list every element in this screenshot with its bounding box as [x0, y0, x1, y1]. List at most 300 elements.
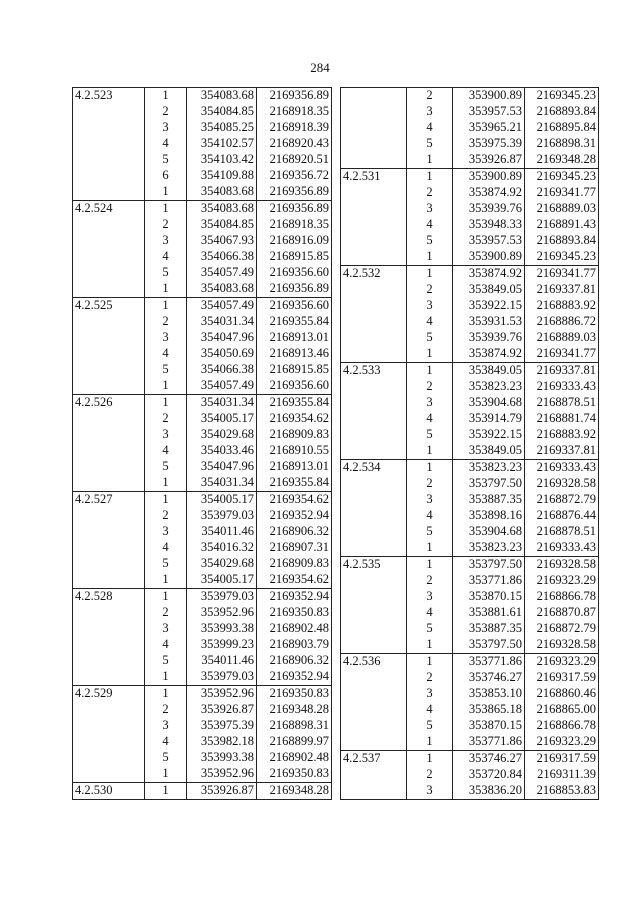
y-coordinate-cell: 2168872.79	[525, 621, 599, 637]
y-coordinate-cell: 2169355.84	[257, 314, 332, 330]
x-coordinate-cell: 353926.87	[453, 152, 525, 169]
x-coordinate-cell: 353887.35	[453, 492, 525, 508]
x-coordinate-cell: 353771.86	[453, 654, 525, 671]
point-number-cell: 4	[145, 249, 187, 265]
parcel-id-cell	[341, 573, 407, 589]
x-coordinate-cell: 354067.93	[187, 233, 257, 249]
y-coordinate-cell: 2168895.84	[525, 120, 599, 136]
table-row	[73, 136, 332, 152]
point-number-cell: 1	[145, 766, 187, 783]
point-number-cell: 5	[407, 524, 453, 540]
point-number-cell: 1	[145, 395, 187, 412]
y-coordinate-cell: 2169345.23	[525, 88, 599, 105]
parcel-id-cell	[73, 184, 145, 201]
point-number-cell: 3	[145, 427, 187, 443]
x-coordinate-cell: 353939.76	[453, 330, 525, 346]
parcel-id-cell	[341, 637, 407, 654]
coordinates-table-body	[73, 88, 332, 800]
x-coordinate-cell: 354057.49	[187, 298, 257, 315]
table-row	[73, 492, 332, 509]
y-coordinate-cell: 2168918.39	[257, 120, 332, 136]
point-number-cell: 1	[145, 88, 187, 105]
y-coordinate-cell: 2169333.43	[525, 460, 599, 477]
y-coordinate-cell: 2169352.94	[257, 669, 332, 686]
table-row	[73, 621, 332, 637]
point-number-cell: 2	[145, 411, 187, 427]
parcel-id-cell	[73, 104, 145, 120]
parcel-id-cell	[73, 120, 145, 136]
y-coordinate-cell: 2169352.94	[257, 508, 332, 524]
y-coordinate-cell: 2168883.92	[525, 298, 599, 314]
x-coordinate-cell: 353898.16	[453, 508, 525, 524]
x-coordinate-cell: 353999.23	[187, 637, 257, 653]
y-coordinate-cell: 2168902.48	[257, 750, 332, 766]
table-row	[341, 104, 599, 120]
y-coordinate-cell: 2168913.01	[257, 330, 332, 346]
table-row	[73, 605, 332, 621]
table-row	[341, 460, 599, 477]
y-coordinate-cell: 2168889.03	[525, 201, 599, 217]
parcel-id-cell: 4.2.523	[73, 88, 145, 105]
y-coordinate-cell: 2168883.92	[525, 427, 599, 443]
y-coordinate-cell: 2169337.81	[525, 363, 599, 380]
parcel-id-cell	[341, 718, 407, 734]
point-number-cell: 1	[407, 249, 453, 266]
table-row	[73, 362, 332, 378]
point-number-cell: 1	[145, 281, 187, 298]
parcel-id-cell	[341, 411, 407, 427]
y-coordinate-cell: 2169323.29	[525, 734, 599, 751]
y-coordinate-cell: 2168906.32	[257, 524, 332, 540]
parcel-id-cell	[341, 767, 407, 783]
point-number-cell: 4	[145, 734, 187, 750]
point-number-cell: 3	[407, 492, 453, 508]
x-coordinate-cell: 353904.68	[453, 395, 525, 411]
point-number-cell: 2	[407, 282, 453, 298]
y-coordinate-cell: 2169356.89	[257, 281, 332, 298]
table-row	[341, 120, 599, 136]
x-coordinate-cell: 353870.15	[453, 718, 525, 734]
y-coordinate-cell: 2169345.23	[525, 249, 599, 266]
parcel-id-cell	[341, 217, 407, 233]
parcel-id-cell	[73, 621, 145, 637]
table-row	[73, 168, 332, 184]
table-row	[73, 265, 332, 281]
x-coordinate-cell: 353952.96	[187, 605, 257, 621]
parcel-id-cell	[341, 298, 407, 314]
parcel-id-cell	[341, 120, 407, 136]
x-coordinate-cell: 353979.03	[187, 589, 257, 606]
y-coordinate-cell: 2169323.29	[525, 654, 599, 671]
y-coordinate-cell: 2168893.84	[525, 104, 599, 120]
table-row	[73, 653, 332, 669]
y-coordinate-cell: 2169355.84	[257, 475, 332, 492]
y-coordinate-cell: 2168872.79	[525, 492, 599, 508]
table-row	[73, 459, 332, 475]
table-row	[341, 734, 599, 751]
parcel-id-cell	[73, 362, 145, 378]
table-row	[341, 201, 599, 217]
y-coordinate-cell: 2169333.43	[525, 540, 599, 557]
table-row	[73, 669, 332, 686]
y-coordinate-cell: 2169354.62	[257, 572, 332, 589]
table-row	[73, 120, 332, 136]
x-coordinate-cell: 353993.38	[187, 621, 257, 637]
x-coordinate-cell: 353982.18	[187, 734, 257, 750]
table-row	[341, 411, 599, 427]
x-coordinate-cell: 353849.05	[453, 443, 525, 460]
point-number-cell: 3	[407, 589, 453, 605]
table-row	[341, 443, 599, 460]
point-number-cell: 3	[407, 686, 453, 702]
table-row	[73, 750, 332, 766]
x-coordinate-cell: 353797.50	[453, 476, 525, 492]
x-coordinate-cell: 353965.21	[453, 120, 525, 136]
table-row	[341, 185, 599, 201]
point-number-cell: 1	[407, 266, 453, 283]
parcel-id-cell: 4.2.532	[341, 266, 407, 283]
parcel-id-cell: 4.2.534	[341, 460, 407, 477]
x-coordinate-cell: 353849.05	[453, 282, 525, 298]
table-row	[341, 621, 599, 637]
point-number-cell: 2	[145, 508, 187, 524]
table-row	[341, 395, 599, 411]
parcel-id-cell: 4.2.527	[73, 492, 145, 509]
table-row	[73, 201, 332, 218]
x-coordinate-cell: 353746.27	[453, 751, 525, 768]
table-row	[341, 670, 599, 686]
parcel-id-cell: 4.2.533	[341, 363, 407, 380]
y-coordinate-cell: 2168893.84	[525, 233, 599, 249]
y-coordinate-cell: 2168909.83	[257, 427, 332, 443]
x-coordinate-cell: 354057.49	[187, 265, 257, 281]
x-coordinate-cell: 354066.38	[187, 362, 257, 378]
parcel-id-cell	[341, 88, 407, 105]
table-row	[341, 783, 599, 800]
table-row	[341, 427, 599, 443]
parcel-id-cell	[73, 653, 145, 669]
table-row	[73, 556, 332, 572]
table-row	[341, 266, 599, 283]
y-coordinate-cell: 2168878.51	[525, 524, 599, 540]
y-coordinate-cell: 2169356.60	[257, 265, 332, 281]
x-coordinate-cell: 353952.96	[187, 766, 257, 783]
x-coordinate-cell: 354102.57	[187, 136, 257, 152]
parcel-id-cell: 4.2.535	[341, 557, 407, 574]
parcel-id-cell	[341, 540, 407, 557]
table-row	[341, 346, 599, 363]
table-row	[73, 702, 332, 718]
table-row	[73, 766, 332, 783]
x-coordinate-cell: 354083.68	[187, 281, 257, 298]
table-row	[341, 508, 599, 524]
point-number-cell: 5	[145, 459, 187, 475]
x-coordinate-cell: 354005.17	[187, 492, 257, 509]
parcel-id-cell	[341, 670, 407, 686]
point-number-cell: 4	[145, 637, 187, 653]
point-number-cell: 3	[145, 120, 187, 136]
x-coordinate-cell: 353922.15	[453, 298, 525, 314]
y-coordinate-cell: 2168916.09	[257, 233, 332, 249]
y-coordinate-cell: 2169354.62	[257, 492, 332, 509]
parcel-id-cell: 4.2.537	[341, 751, 407, 768]
point-number-cell: 1	[407, 637, 453, 654]
point-number-cell: 2	[145, 605, 187, 621]
parcel-id-cell	[341, 605, 407, 621]
parcel-id-cell	[341, 136, 407, 152]
table-row	[73, 508, 332, 524]
point-number-cell: 4	[407, 217, 453, 233]
parcel-id-cell	[73, 540, 145, 556]
y-coordinate-cell: 2169323.29	[525, 573, 599, 589]
parcel-id-cell	[341, 686, 407, 702]
y-coordinate-cell: 2169341.77	[525, 185, 599, 201]
x-coordinate-cell: 354029.68	[187, 427, 257, 443]
point-number-cell: 4	[145, 443, 187, 459]
parcel-id-cell	[341, 395, 407, 411]
point-number-cell: 3	[145, 233, 187, 249]
coordinates-table-body	[341, 88, 599, 800]
point-number-cell: 3	[407, 395, 453, 411]
parcel-id-cell	[73, 508, 145, 524]
parcel-id-cell	[73, 281, 145, 298]
point-number-cell: 3	[407, 201, 453, 217]
table-row	[73, 378, 332, 395]
x-coordinate-cell: 353849.05	[453, 363, 525, 380]
parcel-id-cell	[73, 524, 145, 540]
y-coordinate-cell: 2169356.89	[257, 201, 332, 218]
point-number-cell: 5	[145, 556, 187, 572]
x-coordinate-cell: 353900.89	[453, 169, 525, 186]
point-number-cell: 1	[407, 169, 453, 186]
x-coordinate-cell: 353746.27	[453, 670, 525, 686]
y-coordinate-cell: 2169337.81	[525, 443, 599, 460]
point-number-cell: 1	[407, 751, 453, 768]
y-coordinate-cell: 2169333.43	[525, 379, 599, 395]
table-row	[341, 524, 599, 540]
x-coordinate-cell: 354057.49	[187, 378, 257, 395]
point-number-cell: 4	[407, 411, 453, 427]
y-coordinate-cell: 2169345.23	[525, 169, 599, 186]
x-coordinate-cell: 353922.15	[453, 427, 525, 443]
table-row	[341, 573, 599, 589]
point-number-cell: 1	[145, 669, 187, 686]
y-coordinate-cell: 2168920.51	[257, 152, 332, 168]
y-coordinate-cell: 2169341.77	[525, 346, 599, 363]
x-coordinate-cell: 353900.89	[453, 249, 525, 266]
point-number-cell: 3	[407, 298, 453, 314]
y-coordinate-cell: 2168865.00	[525, 702, 599, 718]
x-coordinate-cell: 354084.85	[187, 104, 257, 120]
point-number-cell: 2	[407, 185, 453, 201]
parcel-id-cell	[341, 282, 407, 298]
y-coordinate-cell: 2169352.94	[257, 589, 332, 606]
point-number-cell: 4	[145, 346, 187, 362]
parcel-id-cell	[73, 556, 145, 572]
y-coordinate-cell: 2168909.83	[257, 556, 332, 572]
parcel-id-cell	[73, 475, 145, 492]
x-coordinate-cell: 354066.38	[187, 249, 257, 265]
point-number-cell: 1	[407, 363, 453, 380]
parcel-id-cell	[341, 201, 407, 217]
x-coordinate-cell: 353931.53	[453, 314, 525, 330]
table-row	[73, 217, 332, 233]
parcel-id-cell: 4.2.524	[73, 201, 145, 218]
coordinates-table-left	[72, 87, 332, 800]
y-coordinate-cell: 2169356.60	[257, 378, 332, 395]
point-number-cell: 1	[145, 572, 187, 589]
parcel-id-cell	[341, 185, 407, 201]
y-coordinate-cell: 2168898.31	[257, 718, 332, 734]
x-coordinate-cell: 354011.46	[187, 524, 257, 540]
y-coordinate-cell: 2168907.31	[257, 540, 332, 556]
x-coordinate-cell: 353823.23	[453, 379, 525, 395]
table-row	[341, 330, 599, 346]
table-row	[341, 379, 599, 395]
y-coordinate-cell: 2168918.35	[257, 217, 332, 233]
x-coordinate-cell: 354005.17	[187, 572, 257, 589]
x-coordinate-cell: 353957.53	[453, 104, 525, 120]
y-coordinate-cell: 2169350.83	[257, 686, 332, 703]
point-number-cell: 3	[145, 718, 187, 734]
table-row	[341, 557, 599, 574]
table-row	[73, 104, 332, 120]
y-coordinate-cell: 2168915.85	[257, 249, 332, 265]
parcel-id-cell	[341, 443, 407, 460]
y-coordinate-cell: 2169348.28	[525, 152, 599, 169]
table-row	[73, 734, 332, 750]
table-row	[341, 88, 599, 105]
x-coordinate-cell: 354084.85	[187, 217, 257, 233]
point-number-cell: 2	[407, 767, 453, 783]
point-number-cell: 4	[407, 314, 453, 330]
parcel-id-cell	[341, 702, 407, 718]
coordinates-table-right	[340, 87, 599, 800]
y-coordinate-cell: 2168910.55	[257, 443, 332, 459]
parcel-id-cell: 4.2.530	[73, 783, 145, 800]
x-coordinate-cell: 353870.15	[453, 589, 525, 605]
y-coordinate-cell: 2168903.79	[257, 637, 332, 653]
x-coordinate-cell: 354109.88	[187, 168, 257, 184]
point-number-cell: 5	[407, 427, 453, 443]
x-coordinate-cell: 353914.79	[453, 411, 525, 427]
table-row	[73, 233, 332, 249]
table-row	[73, 184, 332, 201]
point-number-cell: 1	[145, 184, 187, 201]
parcel-id-cell	[341, 508, 407, 524]
point-number-cell: 1	[407, 443, 453, 460]
x-coordinate-cell: 354031.34	[187, 314, 257, 330]
point-number-cell: 2	[407, 379, 453, 395]
parcel-id-cell	[341, 314, 407, 330]
y-coordinate-cell: 2169328.58	[525, 476, 599, 492]
point-number-cell: 1	[407, 557, 453, 574]
y-coordinate-cell: 2169337.81	[525, 282, 599, 298]
point-number-cell: 4	[407, 120, 453, 136]
point-number-cell: 1	[407, 346, 453, 363]
table-row	[341, 152, 599, 169]
table-row	[341, 314, 599, 330]
table-row	[341, 169, 599, 186]
x-coordinate-cell: 353926.87	[187, 702, 257, 718]
point-number-cell: 2	[145, 217, 187, 233]
page-number: 284	[310, 60, 330, 75]
table-row	[341, 605, 599, 621]
table-row	[73, 281, 332, 298]
table-row	[341, 492, 599, 508]
parcel-id-cell	[73, 718, 145, 734]
point-number-cell: 5	[407, 718, 453, 734]
table-row	[341, 718, 599, 734]
parcel-id-cell: 4.2.525	[73, 298, 145, 315]
point-number-cell: 2	[407, 88, 453, 105]
parcel-id-cell	[341, 233, 407, 249]
x-coordinate-cell: 353957.53	[453, 233, 525, 249]
y-coordinate-cell: 2169356.60	[257, 298, 332, 315]
table-row	[341, 217, 599, 233]
table-row	[73, 589, 332, 606]
x-coordinate-cell: 354050.69	[187, 346, 257, 362]
table-row	[73, 540, 332, 556]
point-number-cell: 3	[145, 330, 187, 346]
x-coordinate-cell: 353926.87	[187, 783, 257, 800]
parcel-id-cell	[73, 136, 145, 152]
x-coordinate-cell: 353939.76	[453, 201, 525, 217]
parcel-id-cell	[341, 734, 407, 751]
table-row	[341, 363, 599, 380]
x-coordinate-cell: 354083.68	[187, 201, 257, 218]
point-number-cell: 5	[145, 750, 187, 766]
parcel-id-cell	[341, 427, 407, 443]
y-coordinate-cell: 2168866.78	[525, 589, 599, 605]
parcel-id-cell	[341, 330, 407, 346]
y-coordinate-cell: 2169328.58	[525, 637, 599, 654]
y-coordinate-cell: 2168899.97	[257, 734, 332, 750]
point-number-cell: 5	[145, 653, 187, 669]
table-row	[73, 330, 332, 346]
y-coordinate-cell: 2169317.59	[525, 751, 599, 768]
x-coordinate-cell: 354033.46	[187, 443, 257, 459]
parcel-id-cell: 4.2.531	[341, 169, 407, 186]
table-row	[341, 702, 599, 718]
point-number-cell: 4	[145, 540, 187, 556]
point-number-cell: 2	[407, 476, 453, 492]
table-row	[341, 654, 599, 671]
parcel-id-cell	[73, 411, 145, 427]
parcel-id-cell: 4.2.529	[73, 686, 145, 703]
parcel-id-cell	[73, 233, 145, 249]
y-coordinate-cell: 2168913.46	[257, 346, 332, 362]
point-number-cell: 5	[145, 265, 187, 281]
point-number-cell: 1	[407, 654, 453, 671]
x-coordinate-cell: 354011.46	[187, 653, 257, 669]
table-row	[341, 136, 599, 152]
y-coordinate-cell: 2168886.72	[525, 314, 599, 330]
parcel-id-cell	[73, 669, 145, 686]
parcel-id-cell	[73, 572, 145, 589]
x-coordinate-cell: 353887.35	[453, 621, 525, 637]
table-row	[73, 88, 332, 105]
parcel-id-cell: 4.2.526	[73, 395, 145, 412]
x-coordinate-cell: 353904.68	[453, 524, 525, 540]
y-coordinate-cell: 2168915.85	[257, 362, 332, 378]
x-coordinate-cell: 353797.50	[453, 557, 525, 574]
point-number-cell: 5	[407, 233, 453, 249]
y-coordinate-cell: 2168866.78	[525, 718, 599, 734]
x-coordinate-cell: 353993.38	[187, 750, 257, 766]
x-coordinate-cell: 353975.39	[453, 136, 525, 152]
parcel-id-cell	[73, 734, 145, 750]
